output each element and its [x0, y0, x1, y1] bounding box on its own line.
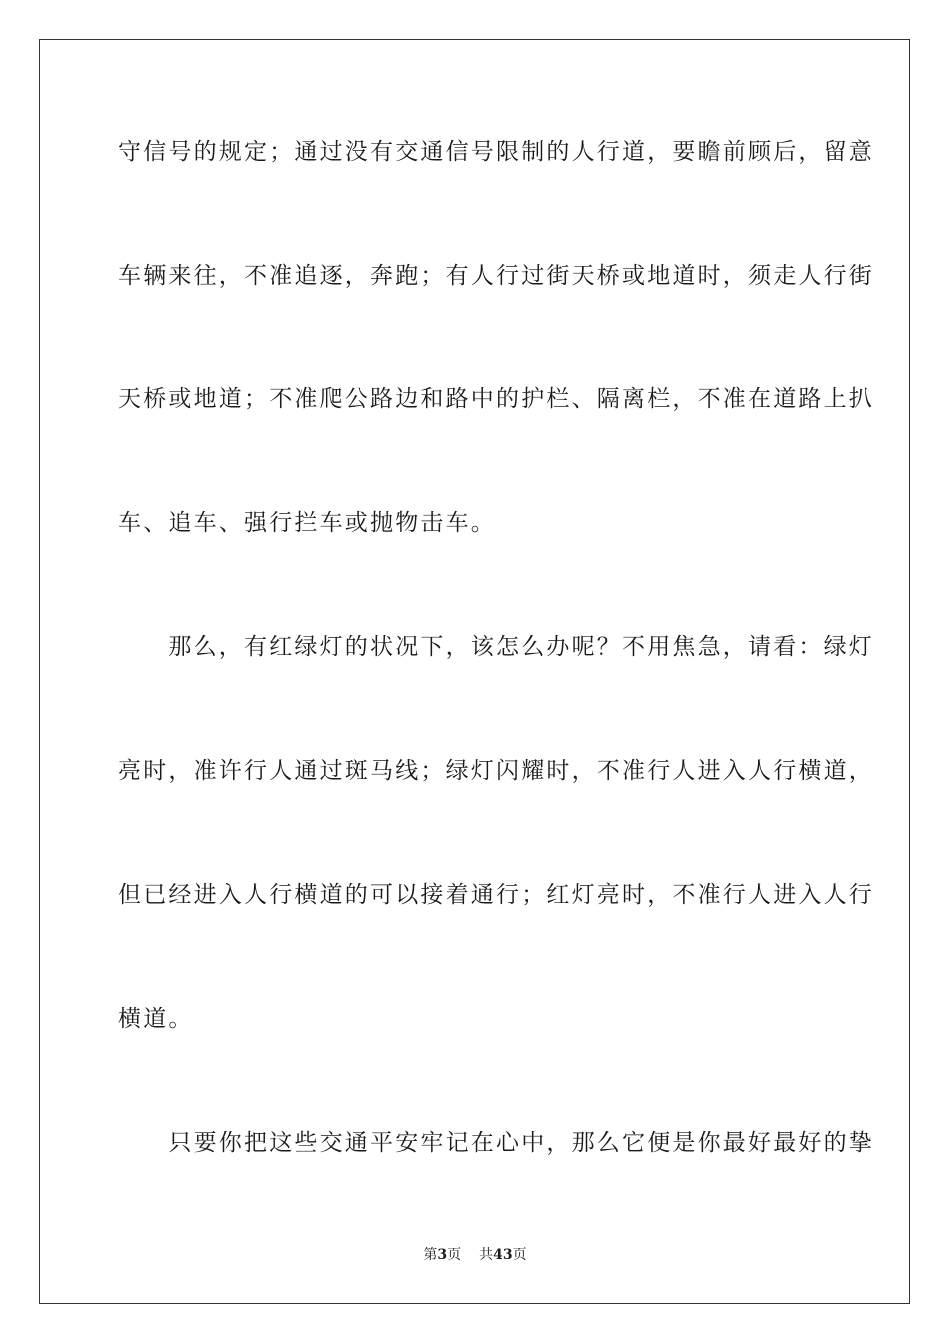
body-line-6: 亮时，准许行人通过斑马线；绿灯闪耀时，不准行人进入人行横道，	[118, 758, 874, 784]
body-line-5: 那么，有红绿灯的状况下，该怎么办呢？不用焦急，请看：绿灯	[118, 634, 874, 660]
total-prefix: 共	[479, 1247, 494, 1263]
body-line-8: 横道。	[118, 1006, 194, 1032]
page-number: 3	[437, 1247, 448, 1263]
total-suffix: 页	[512, 1247, 527, 1263]
body-line-1: 守信号的规定；通过没有交通信号限制的人行道，要瞻前顾后，留意	[118, 139, 874, 165]
page-footer	[0, 1246, 950, 1264]
body-line-3: 天桥或地道；不准爬公路边和路中的护栏、隔离栏，不准在道路上扒	[118, 386, 874, 412]
body-line-7: 但已经进入人行横道的可以接着通行；红灯亮时，不准行人进入人行	[118, 882, 874, 908]
total-pages: 43	[493, 1247, 513, 1263]
page-border	[39, 39, 910, 1304]
body-line-2: 车辆来往，不准追逐，奔跑；有人行过街天桥或地道时，须走人行街	[118, 263, 874, 289]
page-prefix: 第	[423, 1247, 438, 1263]
page-suffix: 页	[447, 1247, 462, 1263]
body-line-9: 只要你把这些交通平安牢记在心中，那么它便是你最好最好的挚	[118, 1130, 874, 1156]
body-line-4: 车、追车、强行拦车或抛物击车。	[118, 510, 496, 536]
